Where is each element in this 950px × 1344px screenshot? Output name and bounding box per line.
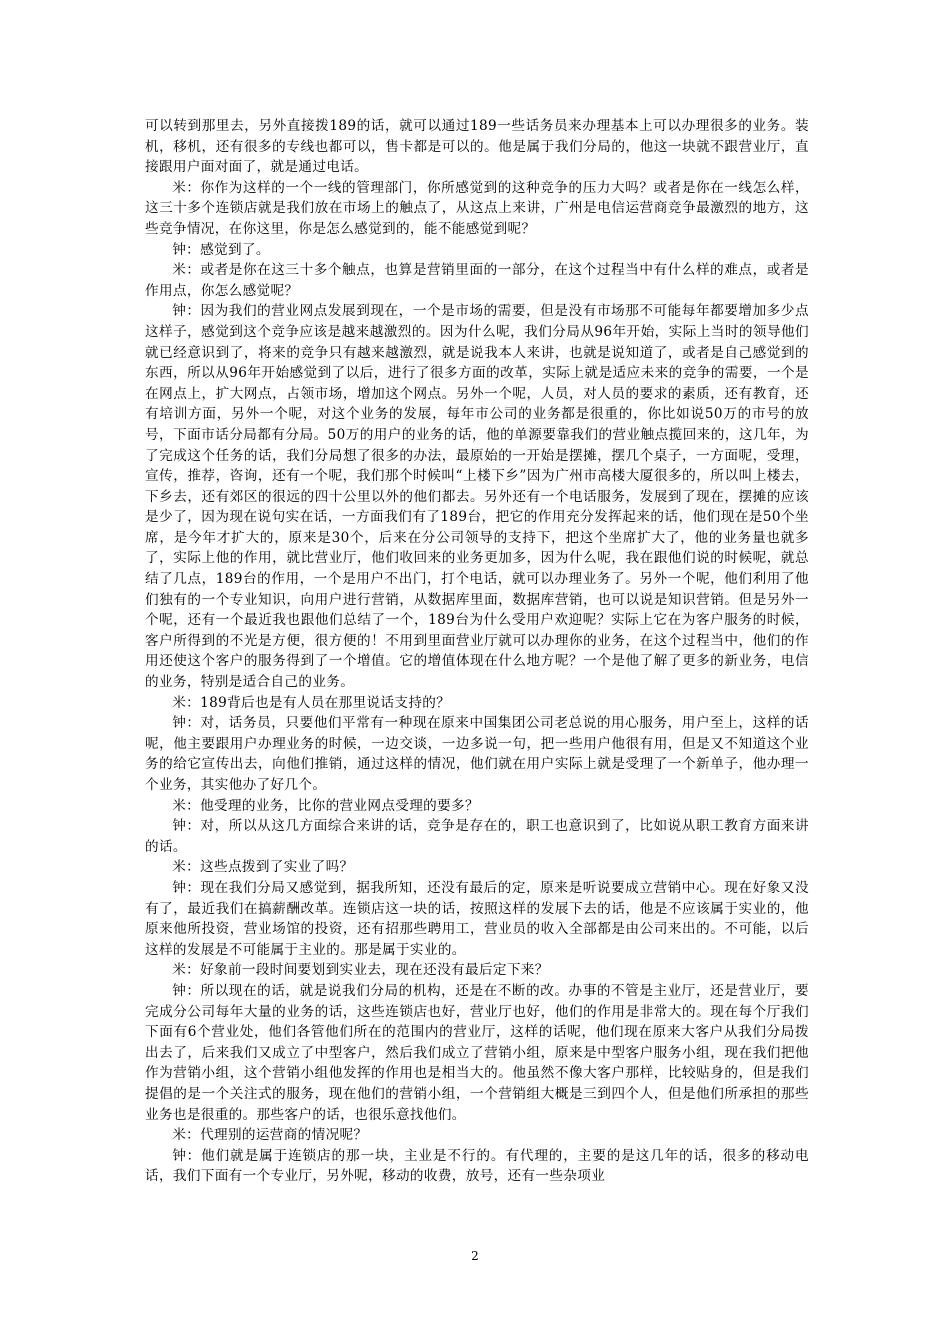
paragraph: 钟：感觉到了。 [172,241,270,258]
paragraph: 钟：对，所以从这几方面综合来讲的话，竞争是存在的，职工也意识到了，比如说从职工教育方面来讲的话。 [145,818,809,855]
paragraph: 米：好象前一段时间要划到实业去，现在还没有最后定下来？ [172,962,549,979]
paragraph: 可以转到那里去，另外直接拨189的话，就可以通过189一些话务员来办理基本上可以办理很多的业务。装机，移机，还有很多的专线也都可以，售卡都是可以的。他是属于我们分局的，他这一块就不跟营业厅，直接跟用户面对面了，就是通过电话。 [145,118,809,176]
paragraph: 米：或者是你在这三十多个触点，也算是营销里面的一部分，在这个过程当中有什么样的难点，或者是作用点，你怎么感觉呢？ [145,262,809,299]
paragraph: 钟：他们就是属于连锁店的那一块，主业是不行的。有代理的，主要的是这几年的话，很多的移动电话，我们下面有一个专业厅，另外呢，移动的收费，放号，还有一些杂项业 [145,1147,809,1185]
document-body [145,116,809,1187]
paragraph: 钟：所以现在的话，就是说我们分局的机构，还是在不断的改。办事的不管是主业厅，还是营业厅，要完成分公司每年大量的业务的话，这些连锁店也好，营业厅也好，他们的作用是非常大的。现在每个厅我们下面有6个营业处，他们各管他们所在的范围内的营业厅，这样的话呢，他们现在原来大客户从我们分局拨出去了，后来我们又成立了中型客户，然后我们成立了营销小组，原来是中型客户服务小组，现在我们把他作为营销小组，这个营销小组他发挥的作用也是相当大的。他虽然不像大客户那样，比较贴身的，但是我们提倡的是一个关注式的服务，现在他们的营销小组，一个营销组大概是三到四个人，但是他们所承担的那些业务也是很重的。那些客户的话，也很乐意找他们。 [145,982,809,1123]
paragraph: 钟：现在我们分局又感觉到，据我所知，还没有最后的定，原来是听说要成立营销中心。现在好象又没有了，最近我们在搞薪酬改革。连锁店这一块的话，按照这样的发展下去的话，他是不应该属于实业的，他原来他所投资，营业场馆的投资，还有招那些聘用工，营业员的收入全部都是由公司来出的。不可能，以后这样的发展是不可能属于主业的。那是属于实业的。 [145,879,809,958]
paragraph: 米：189背后也是有人员在那里说话支持的？ [172,694,451,711]
paragraph: 米：你作为这样的一个一线的管理部门，你所感觉到的这种竞争的压力大吗？或者是你在一线怎么样，这三十多个连锁店就是我们放在市场上的触点了，从这点上来讲，广州是电信运营商竞争最激烈的地方，这些竞争情况，在你这里，你是怎么感觉到的，能不能感觉到呢？ [145,179,809,237]
paragraph: 米：他受理的业务，比你的营业网点受理的要多？ [172,797,479,814]
paragraph: 钟：对，话务员，只要他们平常有一种现在原来中国集团公司老总说的用心服务，用户至上，这样的话呢，他主要跟用户办理业务的时候，一边交谈，一边多说一句，把一些用户他很有用，但是又不知道这个业务的给它宣传出去，向他们推销，通过这样的情况，他们就在用户实际上就是受理了一个新单子，他办理一个业务，其实他办了好几个。 [145,715,809,793]
paragraph: 米：代理别的运营商的情况呢？ [172,1127,368,1144]
paragraph: 米：这些点拨到了实业了吗？ [172,859,354,876]
paragraph: 钟：因为我们的营业网点发展到现在，一个是市场的需要，但是没有市场那不可能每年都要增加多少点这样子，感觉到这个竞争应该是越来越激烈的。因为什么呢，我们分局从96年开始，实际上当时的领导他们就已经意识到了，将来的竞争只有越来越激烈，就是说我本人来讲，也就是说知道了，或者是自己感觉到的东西，所以从96年开始感觉到了以后，进行了很多方面的改革，实际上就是适应未来的竞争的需要，一个是在网点上，扩大网点，占领市场，增加这个网点。另外一个呢，人员，对人员的要求的素质，还有教育，还有培训方面，另外一个呢，对这个业务的发展，每年市公司的业务都是很重的，你比如说50万的市号的放号，下面市话分局都有分局。50万的用户的业务的话，他的单源要靠我们的营业触点揽回来的，这几年，为了完成这个任务的话，我们分局想了很多的办法，最原始的一开始是摆摊，摆几个桌子，一方面呢，受理，宣传，推荐，咨询，还有一个呢，我们那个时候叫“上楼下乡”因为广州市高楼大厦很多的，所以叫上楼去，下乡去，还有郊区的很远的四十公里以外的他们都去。另外还有一个电话服务，发展到了现在，摆摊的应该是少了，因为现在说句实在话，一方面我们有了189台，把它的作用充分发挥起来的话，他们现在是50个坐席，是今年才扩大的，原来是30个，后来在分公司领导的支持下，把这个坐席扩大了，他的业务量也就多了，实际上他的作用，就比营业厅，他们收回来的业务更加多，因为什么呢，我在跟他们说的时候呢，就总结了几点，189台的作用，一个是用户不出门，打个电话，就可以办理业务了。另外一个呢，他们利用了他们独有的一个专业知识，向用户进行营销，从数据库里面，数据库营销，也可以说是知识营销。但是另外一个呢，还有一个最近我也跟他们总结了一个，189台为什么受用户欢迎呢？实际上它在为客户服务的时候，客户所得到的不光是方便，很方便的！不用到里面营业厅就可以办理你的业务，在这个过程当中，他们的作用还使这个客户的服务得到了一个增值。它的增值体现在什么地方呢？一个是他了解了更多的新业务，电信的业务，特别是适合自己的业务。 [145,303,809,691]
page-number: 2 [471,1249,479,1263]
